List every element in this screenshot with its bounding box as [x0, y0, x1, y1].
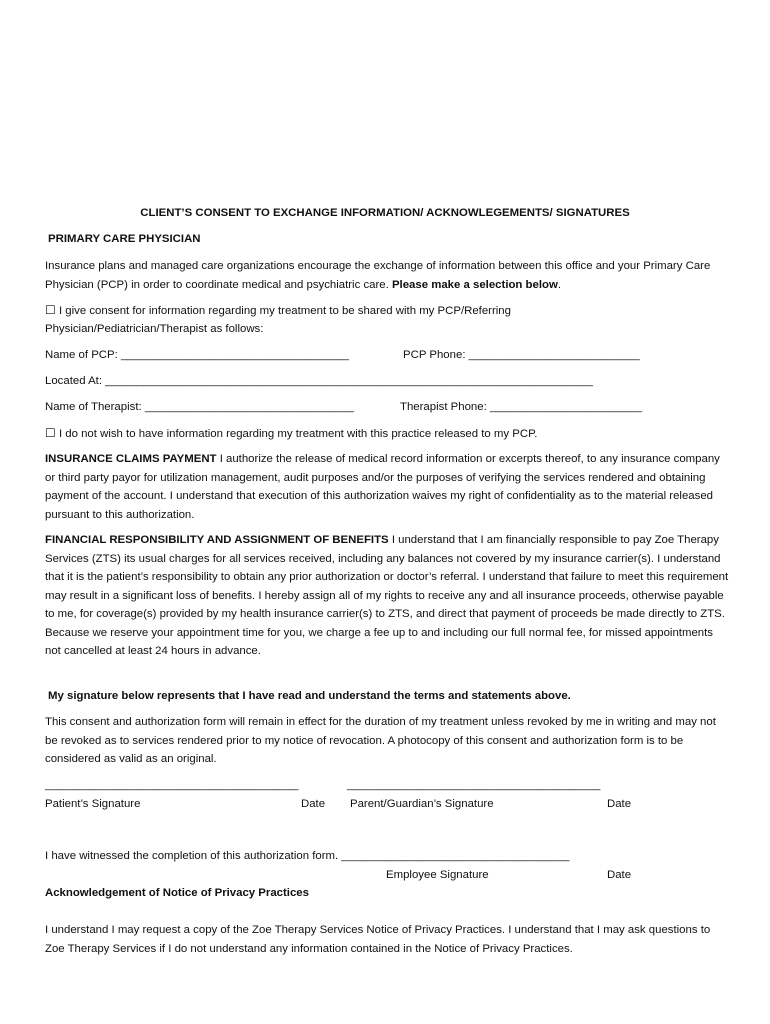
insurance-text: I authorize the release of medical record information or excerpts thereof, to any insurance company or third party payor for utilization management, audit purposes and/or the purposes of verifying the services rendered and obtaining payment of the account. I understand that execution of this authorization waives my right of confidentiality as to the material released pursuant to this authorization.: [45, 453, 720, 521]
form-title: CLIENT’S CONSENT TO EXCHANGE INFORMATION/ ACKNOWLEGEMENTS/ SIGNATURES: [140, 207, 630, 219]
consent-checkbox[interactable]: ☐: [45, 303, 56, 317]
witness-statement[interactable]: I have witnessed the completion of this authorization form. ____________________________________: [45, 850, 570, 862]
decline-checkbox[interactable]: ☐: [45, 426, 56, 440]
pcp-heading: PRIMARY CARE PHYSICIAN: [48, 233, 201, 245]
patient-signature-line[interactable]: ________________________________________: [45, 779, 299, 791]
guardian-signature-line[interactable]: ________________________________________: [347, 779, 601, 791]
decline-option: [45, 424, 537, 444]
signature-statement: My signature below represents that I have read and understand the terms and statements above.: [48, 690, 571, 702]
employee-date-label: Date: [607, 869, 632, 881]
consent-option: [45, 301, 511, 321]
patient-signature-label: Patient’s Signature: [45, 798, 141, 810]
pcp-name-field[interactable]: Name of PCP: ____________________________________: [45, 349, 350, 361]
validity-paragraph: This consent and authorization form will remain in effect for the duration of my treatment unless revoked by me in writing and may not be revoked as to services rendered prior to my notice of revocation. A photocopy of this consent and authorization form is to be considered as valid as an original.: [45, 716, 716, 765]
financial-heading: FINANCIAL RESPONSIBILITY AND ASSIGNMENT OF BENEFITS: [45, 534, 389, 546]
employee-signature-label: Employee Signature: [386, 869, 489, 881]
guardian-date-label: Date: [607, 798, 632, 810]
decline-option-text: I do not wish to have information regarding my treatment with this practice released to my PCP.: [58, 428, 538, 440]
therapist-name-field[interactable]: Name of Therapist: _________________________________: [45, 401, 354, 413]
insurance-heading: INSURANCE CLAIMS PAYMENT: [45, 453, 217, 465]
patient-date-label: Date: [301, 798, 326, 810]
financial-paragraph: [45, 531, 730, 661]
consent-option-text-cont: Physician/Pediatrician/Therapist as follows:: [45, 323, 264, 335]
privacy-paragraph: I understand I may request a copy of the Zoe Therapy Services Notice of Privacy Practices. I understand that I may ask questions to Zoe Therapy Services if I do not understand any information contained in the Notice of Privacy Practices.: [45, 924, 711, 955]
financial-text: I understand that I am financially responsible to pay Zoe Therapy Services (ZTS) its usual charges for all services received, including any balances not covered by my insurance carrier(s). I understand that it is the patient’s responsibility to obtain any prior authorization or doctor’s referral. I understand that failure to meet this requirement may result in a significant loss of benefits. I hereby assign all of my rights to receive any and all insurance proceeds, otherwise payable to me, for coverage(s) provided by my health insurance carrier(s) to ZTS, and direct that payment of proceeds be made directly to ZTS. Because we reserve your appointment time for you, we charge a fee up to and including our full normal fee, for missed appointments not cancelled at least 24 hours in advance.: [45, 534, 729, 657]
pcp-intro-text: Insurance plans and managed care organizations encourage the exchange of information between this office and your Primary Care Physician (PCP) in order to coordinate medical and psychiatric care.: [45, 260, 711, 291]
located-at-field[interactable]: Located At: _____________________________________________________________________________: [45, 375, 593, 387]
guardian-signature-label: Parent/Guardian’s Signature: [350, 798, 494, 810]
pcp-intro-end: .: [557, 278, 562, 291]
pcp-intro-paragraph: [45, 257, 730, 294]
pcp-phone-field[interactable]: PCP Phone: ___________________________: [403, 349, 640, 361]
insurance-paragraph: [45, 450, 730, 524]
therapist-phone-field[interactable]: Therapist Phone: ________________________: [400, 401, 642, 413]
privacy-heading: Acknowledgement of Notice of Privacy Practices: [45, 887, 309, 899]
consent-option-text: I give consent for information regarding my treatment to be shared with my PCP/Referring: [58, 305, 511, 317]
pcp-intro-bold: Please make a selection below: [391, 278, 558, 291]
